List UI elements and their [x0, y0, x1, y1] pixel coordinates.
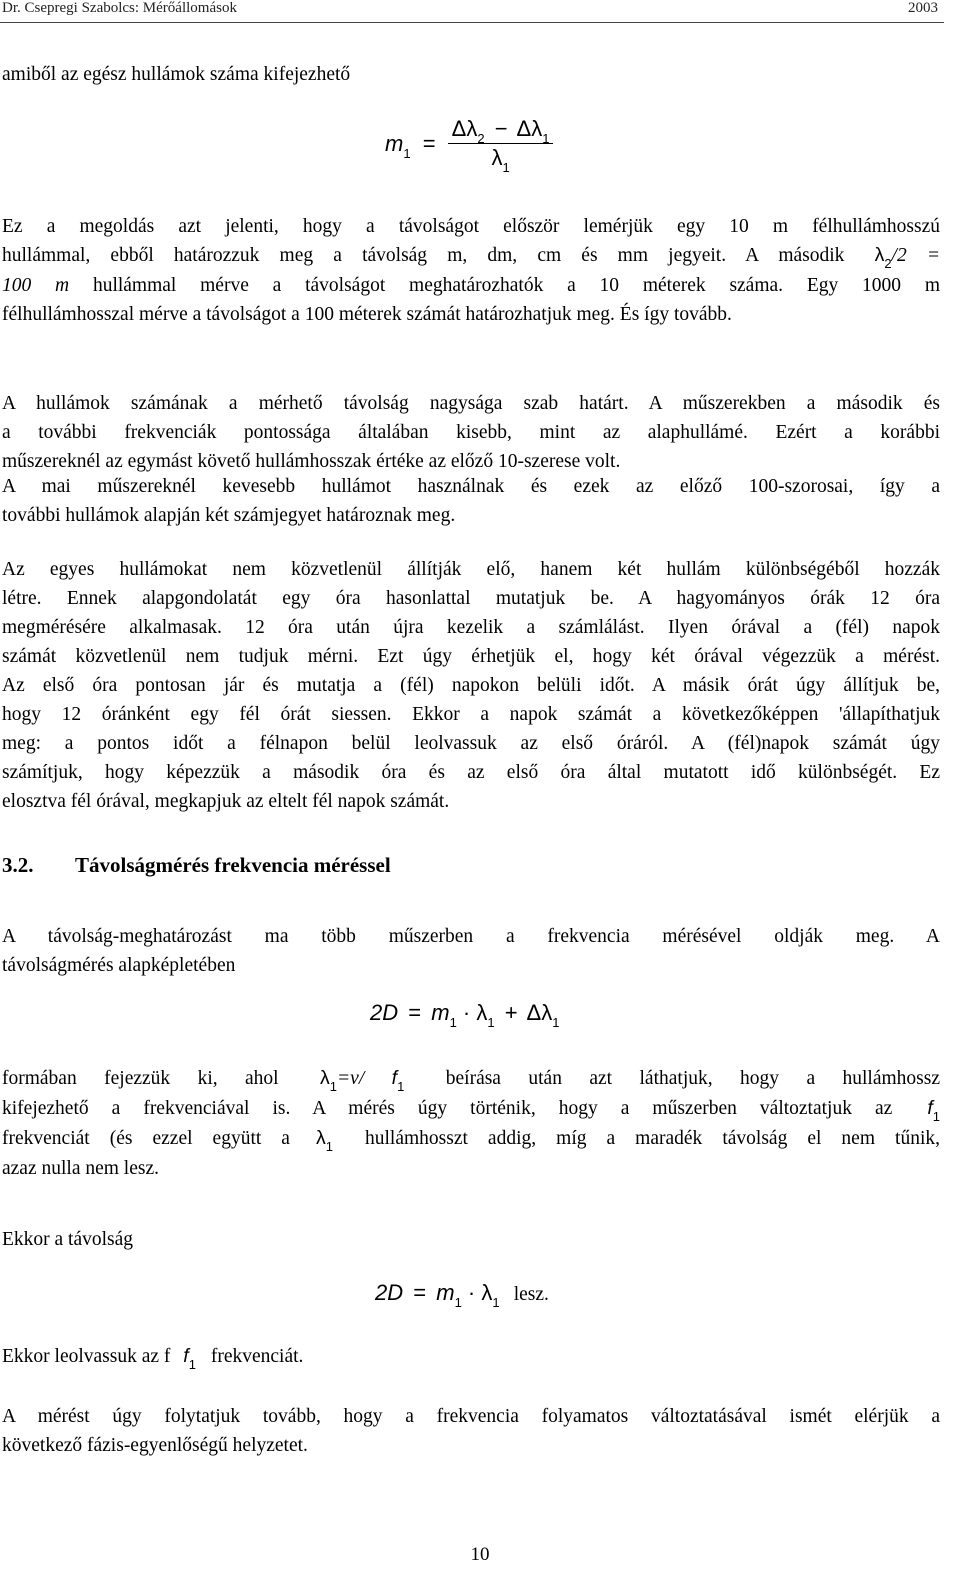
header-author-title: Dr. Csepregi Szabolcs: Mérőállomások	[2, 0, 237, 16]
paragraph-2: A hullámok számának a mérhető távolság nagysága szab határt. A műszerekben a második és a további frekvenciák pontossága általában kisebb, mint az alaphullámé. Ezért a korábbi műszereknél az egymást követő hullámhosszak értéke az előző 10-szerese volt.	[2, 393, 940, 472]
section-title: Távolságmérés frekvencia méréssel	[75, 853, 391, 877]
page-number: 10	[470, 1544, 490, 1565]
paragraph-1: Ez a megoldás azt jelenti, hogy a távolságot először lemérjük egy 10 m félhullámhosszú hullámmal, ebből határozzuk meg a távolság m, dm, cm és mm jegyeit. A második $\lambda_2/2$ = 100 m hullámmal mérve a távolságot meghatározhatók a 10 méterek száma. Egy 1000 m félhullámhosszal mérve a távolságot a 100 méterek számát határozhatjuk meg. És így tovább.	[2, 216, 941, 325]
section-heading	[2, 853, 391, 878]
paragraph-6: formában fejezzük ki, ahol $\lambda_1=v/$ $f_1$ beírása után azt láthatjuk, hogy a hullámhossz kifejezhető a frekvenciával is. A mérés úgy történik, hogy a műszerben változtatjuk az $f_1$ frekvenciát (és ezzel együtt a $\lambda_1$ hullámhosszt addig, míg a maradék távolság el nem tűnik, azaz nulla nem lesz.	[2, 1067, 941, 1179]
header-year: 2003	[908, 0, 938, 16]
paragraph-5: A távolság-meghatározást ma több műszerben a frekvencia mérésével oldják meg. A távolságmérés alapképletében	[2, 926, 940, 976]
paragraph-3: A mai műszereknél kevesebb hullámot használnak és ezek az előző 100-szorosai, így a további hullámok alapján két számjegyet határoznak meg.	[2, 476, 940, 526]
paragraph-4: Az egyes hullámokat nem közvetlenül állítják elő, hanem két hullám különbségéből hozzák létre. Ennek alapgondolatát egy óra hasonlattal mutatjuk be. A hagyományos órák 12 óra megmérésére alkalmasak. 12 óra után újra kezelik a számlálást. Ilyen órával a (fél) napok számát közvetlenül nem tudjuk mérni. Ezt úgy érhetjük el, hogy két órával végezzük a mérést. Az első óra pontosan jár és mutatja a (fél) napokon belüli időt. A másik órát úgy állítjuk be, hogy 12 óránként egy fél órát siessen. Ekkor a napok számát a következőképpen 'állapíthatjuk meg: a pontos időt a félnapon belül leolvassuk az első óráról. A (fél)napok számát úgy számítjuk, hogy képezzük a második óra és az első óra által mutatott idő különbségét. Ez elosztva fél órával, megkapjuk az eltelt fél napok számát.	[2, 559, 940, 812]
header-rule	[0, 22, 944, 23]
paragraph-9: A mérést úgy folytatjuk tovább, hogy a frekvencia folyamatos változtatásával ismét elérjük a következő fázis-egyenlőségű helyzetet.	[2, 1406, 940, 1456]
section-number: 3.2.	[2, 853, 34, 877]
paragraph-7: Ekkor a távolság	[2, 1229, 134, 1250]
formula-m1: $m_1$ = $\frac{\Delta\lambda_2 - \Delta\lambda_1}{\lambda_1}$	[385, 116, 553, 171]
formula-2d-final: $2D = m_1 \cdot \lambda_1$ lesz.	[375, 1280, 549, 1310]
paragraph-8: Ekkor leolvassuk az f $f_1$ frekvenciát.	[2, 1345, 304, 1372]
page-header	[0, 0, 960, 22]
formula-2d-basic: $2D = m_1 \cdot \lambda_1 + \Delta\lambda_1$	[370, 1000, 560, 1030]
formula-m1-fraction: $\frac{\Delta\lambda_2 - \Delta\lambda_1}{\lambda_1}$	[448, 116, 554, 171]
intro-paragraph: amiből az egész hullámok száma kifejezhető	[2, 64, 351, 85]
